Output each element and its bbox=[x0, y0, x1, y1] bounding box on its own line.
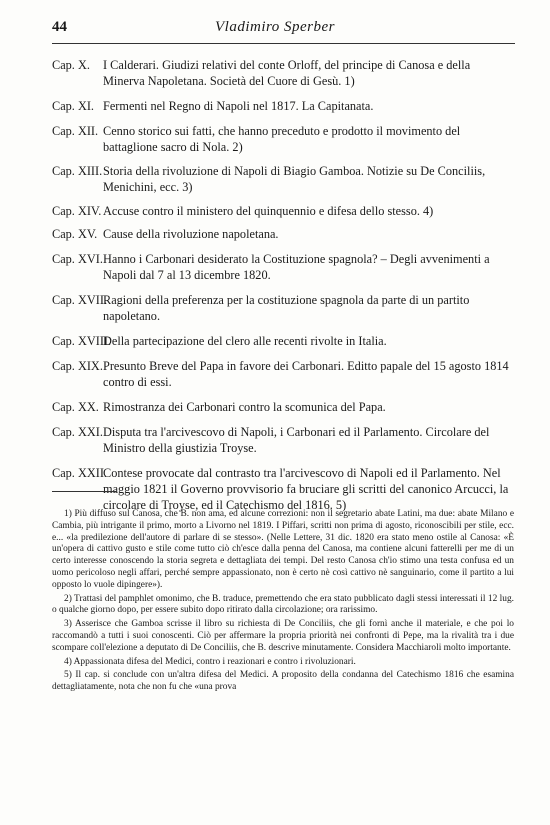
chapter-label: Cap. XXI. bbox=[52, 425, 103, 439]
chapter-label: Cap. XX. bbox=[52, 400, 99, 414]
footnote: 4) Appassionata difesa del Medici, contro i reazionari e contro i rivoluzionari. bbox=[64, 656, 356, 667]
chapter-label: Cap. XVII. bbox=[52, 293, 107, 307]
chapter-title: Fermenti nel Regno di Napoli nel 1817. La Capitanata. bbox=[103, 99, 374, 113]
chapter-title: Cause della rivoluzione napoletana. bbox=[103, 227, 279, 241]
chapter-title: Cenno storico sui fatti, che hanno preceduto e prodotto il movimento del battaglione sacro di Nola. 2) bbox=[103, 124, 461, 154]
chapter-entry bbox=[0, 123, 550, 155]
chapter-label: Cap. XV. bbox=[52, 227, 98, 241]
chapter-entry bbox=[0, 57, 550, 89]
chapter-entry bbox=[0, 163, 550, 195]
footnote: 5) Il cap. si conclude con un'altra difesa del Medici. A proposito della condanna del Catechismo 1816 che esamina dettagliatamente, nota che non fu che «una prova bbox=[52, 670, 514, 693]
footnote: 1) Più diffuso sul Canosa, che B. non ama, ed alcune correzioni: non il segretario abate Latini, ma due: abate Milano e Cambia, più intrigante il primo, morto a Livorno nel 1819. I Piffari, scritti non prima di agosto, riconoscibili per stile, ecc. e... «la predilezione dell'autore di parlare di se stesso». (Nelle Lettere, 31 dic. 1820 era stato meno ostile al Canosa: «È un'opera di cattivo gusto e stile come tutto ciò ch'esce dalla penna del Canosa, ma contiene alcuni fatterelli per me di un certo interesse conoscendo la storia segreta e dettagliata dei tempi. Del resto Canosa ch'io stimo una testa confusa ed un uomo pericoloso negli affari, perché sempre appassionato, non è certo nè così cattivo nè sanguinario, come il partito a lui opposto lo vuole dipingere»). bbox=[52, 509, 514, 590]
chapter-label: Cap. XVIII. bbox=[52, 334, 112, 348]
chapter-entry bbox=[0, 358, 550, 390]
chapter-label: Cap. XIV. bbox=[52, 204, 102, 218]
chapter-title: Ragioni della preferenza per la costituzione spagnola da parte di un partito napoletano. bbox=[103, 293, 470, 323]
chapter-label: Cap. X. bbox=[52, 58, 90, 72]
footnote-rule bbox=[52, 491, 117, 492]
chapter-label: Cap. XIII. bbox=[52, 164, 103, 178]
chapter-title: Contese provocate dal contrasto tra l'arcivescovo di Napoli ed il Parlamento. Nel maggio 1821 il Governo provvisorio fa bruciare gli scritti del canonico Arcucci, la circolare di Troyse, ed il Catechismo del 1816. 5) bbox=[103, 466, 509, 512]
chapter-entry bbox=[0, 292, 550, 324]
running-head bbox=[0, 19, 550, 39]
chapter-label: Cap. XXII. bbox=[52, 466, 107, 480]
chapter-label: Cap. XI. bbox=[52, 99, 95, 113]
chapter-entry bbox=[0, 399, 550, 415]
chapter-title: Hanno i Carbonari desiderato la Costituzione spagnola? – Degli avvenimenti a Napoli dal 7 al 13 dicembre 1820. bbox=[103, 252, 490, 282]
header-rule bbox=[52, 43, 515, 44]
chapter-entry bbox=[0, 251, 550, 283]
chapter-label: Cap. XIX. bbox=[52, 359, 103, 373]
chapter-title: Disputa tra l'arcivescovo di Napoli, i Carbonari ed il Parlamento. Circolare del Ministro della giustizia Troyse. bbox=[103, 425, 490, 455]
footnotes bbox=[52, 509, 514, 696]
page-number: 44 bbox=[52, 19, 67, 35]
chapter-entry bbox=[0, 465, 550, 513]
chapter-label: Cap. XVI. bbox=[52, 252, 103, 266]
chapter-entry bbox=[0, 203, 550, 219]
chapter-title: I Calderari. Giudizi relativi del conte Orloff, del principe di Canosa e della Minerva Napoletana. Società del Cuore di Gesù. 1) bbox=[103, 58, 471, 88]
chapter-title: Rimostranza dei Carbonari contro la scomunica del Papa. bbox=[103, 400, 386, 414]
chapter-entry bbox=[0, 98, 550, 114]
running-title: Vladimiro Sperber bbox=[214, 19, 336, 35]
chapter-entry bbox=[0, 424, 550, 456]
footnote: 3) Asserisce che Gamboa scrisse il libro su richiesta di De Conciliis, che gli fornì anche il materiale, e che poi lo raccomandò a tutti i suoi conoscenti. Ciò per affermare la propria priorità nei confronti di Pepe, ma la rivalità tra i due scompare coll'elezione a deputato di De Conciliis, che B. descrive minutamente. Considera Macchiaroli molto importante. bbox=[52, 619, 514, 653]
chapter-title: Della partecipazione del clero alle recenti rivolte in Italia. bbox=[103, 334, 387, 348]
chapter-entry bbox=[0, 333, 550, 349]
chapter-list bbox=[0, 57, 550, 513]
chapter-label: Cap. XII. bbox=[52, 124, 99, 138]
footnote: 2) Trattasi del pamphlet omonimo, che B. traduce, premettendo che era stato pubblicato dagli stessi interessati il 12 lug. o qualche giorno dopo, per essere subito dopo ritirato dalla circolazione; ora rarissimo. bbox=[52, 593, 514, 616]
chapter-title: Accuse contro il ministero del quinquennio e difesa dello stesso. 4) bbox=[103, 204, 434, 218]
chapter-title: Presunto Breve del Papa in favore dei Carbonari. Editto papale del 15 agosto 1814 contro di essi. bbox=[103, 359, 509, 389]
chapter-entry bbox=[0, 226, 550, 242]
chapter-title: Storia della rivoluzione di Napoli di Biagio Gamboa. Notizie su De Conciliis, Menichini, ecc. 3) bbox=[103, 164, 486, 194]
